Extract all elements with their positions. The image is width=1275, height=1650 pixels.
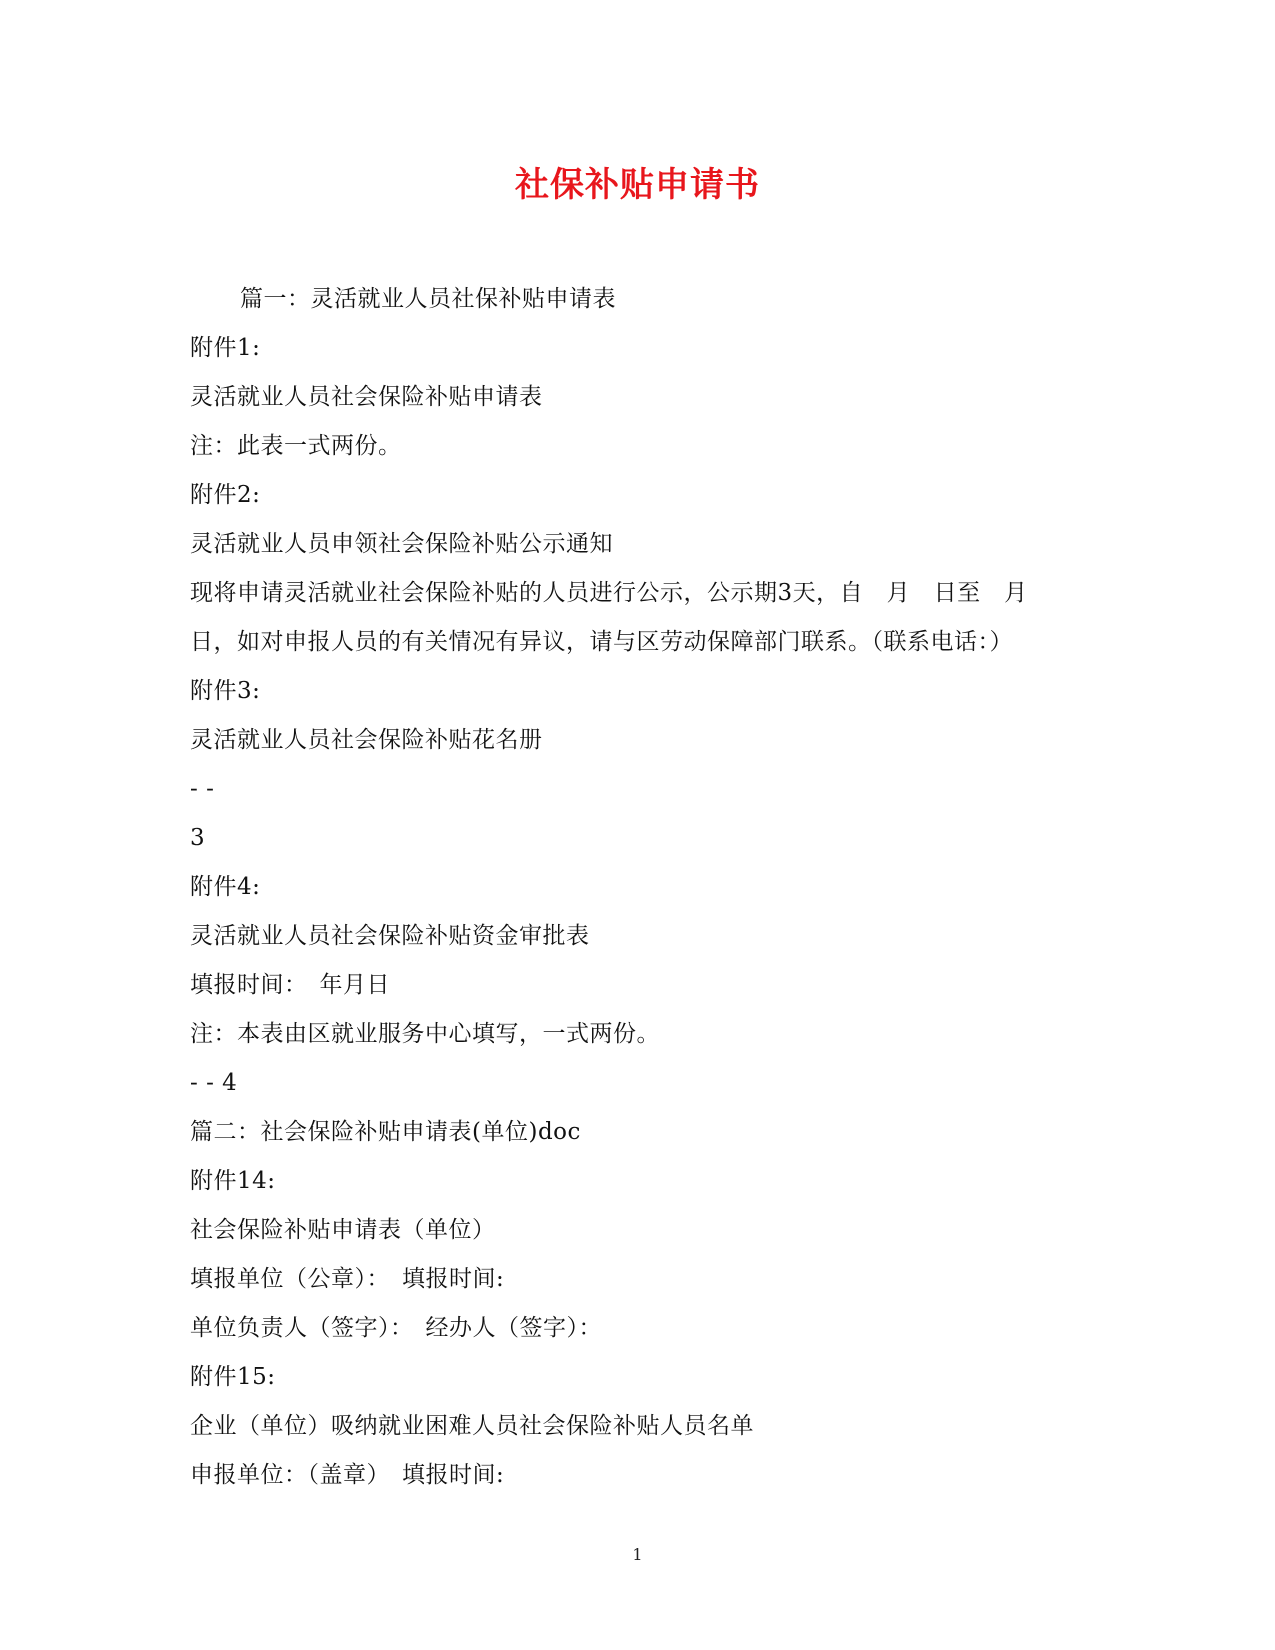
roster-title: 灵活就业人员社会保险补贴花名册 xyxy=(190,727,543,753)
attachment-label-1: 附件1: xyxy=(190,335,261,361)
attachment-label-14: 附件14: xyxy=(190,1168,276,1194)
unit-form-title: 社会保险补贴申请表（单位） xyxy=(190,1217,496,1243)
page-number: 1 xyxy=(632,1545,643,1564)
separator-dashes-4: - - 4 xyxy=(190,1070,238,1096)
attachment-label-4: 附件4: xyxy=(190,874,261,900)
declaring-unit-line: 申报单位：（盖章） 填报时间: xyxy=(190,1462,505,1488)
attachment-label-15: 附件15: xyxy=(190,1364,276,1390)
notice-title: 灵活就业人员申领社会保险补贴公示通知 xyxy=(190,531,613,557)
fill-date-line: 填报时间： 年月日 xyxy=(190,972,390,998)
document-body xyxy=(190,275,1090,1500)
notice-paragraph-line-2: 日，如对申报人员的有关情况有异议，请与区劳动保障部门联系。（联系电话：） xyxy=(190,629,1013,655)
note-filled-by: 注：本表由区就业服务中心填写，一式两份。 xyxy=(190,1021,660,1047)
note-copies: 注：此表一式两份。 xyxy=(190,433,402,459)
section-heading-1: 篇一：灵活就业人员社保补贴申请表 xyxy=(240,286,616,312)
approval-form-title: 灵活就业人员社会保险补贴资金审批表 xyxy=(190,923,590,949)
attachment-label-2: 附件2: xyxy=(190,482,261,508)
fill-unit-line: 填报单位（公章）： 填报时间: xyxy=(190,1266,505,1292)
document-title: 社保补贴申请书 xyxy=(515,165,760,205)
inline-number: 3 xyxy=(190,825,206,851)
notice-paragraph-line-1: 现将申请灵活就业社会保险补贴的人员进行公示，公示期3天，自 月 日至 月 xyxy=(190,580,1028,606)
attachment-label-3: 附件3: xyxy=(190,678,261,704)
section-heading-2: 篇二：社会保险补贴申请表(单位)doc xyxy=(190,1119,581,1145)
form-title-application: 灵活就业人员社会保险补贴申请表 xyxy=(190,384,543,410)
employee-list-title: 企业（单位）吸纳就业困难人员社会保险补贴人员名单 xyxy=(190,1413,754,1439)
separator-dashes: - - xyxy=(190,776,215,802)
signatures-line: 单位负责人（签字）： 经办人（签字）： xyxy=(190,1315,602,1341)
